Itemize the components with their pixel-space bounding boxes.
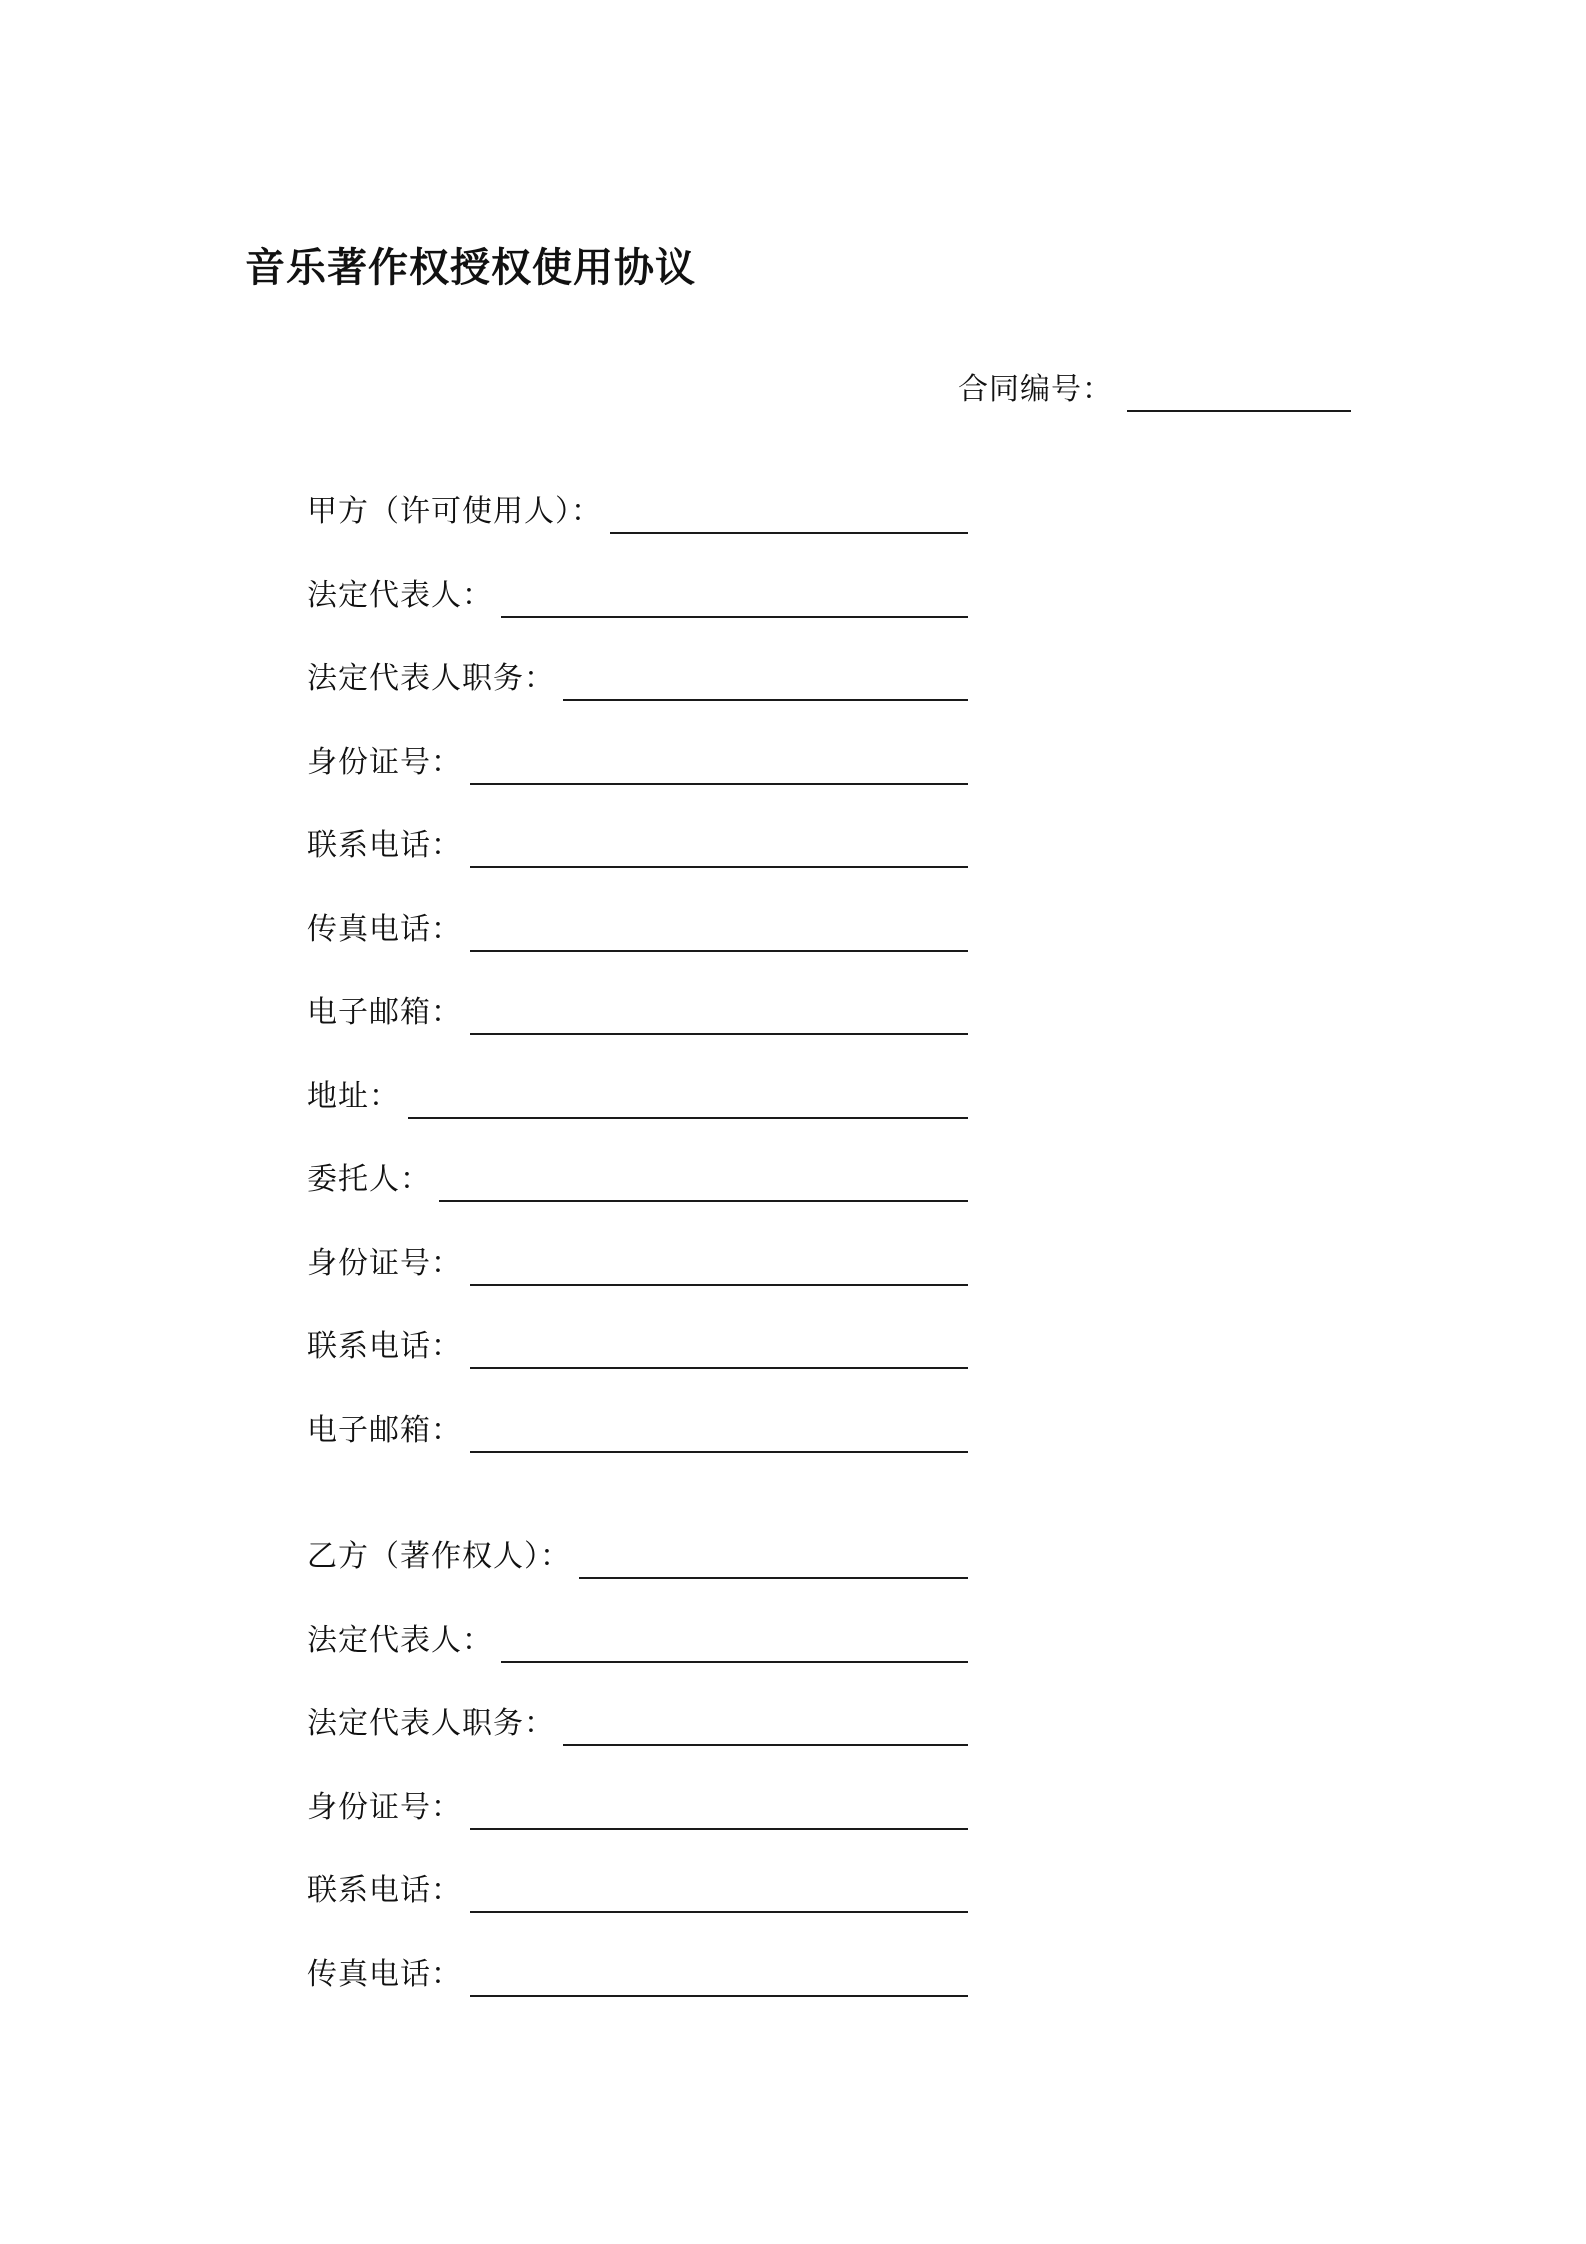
party-a-field-row — [307, 731, 968, 787]
party-a-field-row — [307, 1148, 968, 1204]
party-b-field-label: 法定代表人职务： — [307, 1706, 555, 1741]
party-a-field-label: 身份证号： — [307, 744, 462, 780]
party-a-field-blank[interactable] — [470, 1451, 968, 1453]
party-a-field-blank[interactable] — [470, 950, 968, 952]
party-b-field-label: 乙方（著作权人）： — [307, 1539, 571, 1574]
party-a-field-label: 地址： — [307, 1078, 400, 1114]
party-b-field-label: 身份证号： — [307, 1789, 462, 1825]
contract-number-label: 合同编号： — [958, 372, 1113, 407]
party-b-field-row — [307, 1609, 968, 1665]
party-a-field-label: 电子邮箱： — [307, 1412, 462, 1448]
party-a-field-row — [307, 480, 968, 536]
party-a-field-blank[interactable] — [470, 1367, 968, 1369]
party-a-field-row — [307, 898, 968, 954]
party-b-field-row — [307, 1692, 968, 1748]
party-a-field-row — [307, 647, 968, 703]
party-b-field-blank[interactable] — [579, 1577, 968, 1579]
party-a-field-blank[interactable] — [501, 616, 968, 618]
party-a-field-label: 联系电话： — [307, 1329, 462, 1364]
document-title: 音乐著作权授权使用协议 — [245, 245, 696, 291]
party-a-field-blank[interactable] — [563, 699, 968, 701]
party-a-field-label: 电子邮箱： — [307, 995, 462, 1030]
party-a-field-row — [307, 981, 968, 1037]
party-b-field-blank[interactable] — [501, 1661, 968, 1663]
party-a-field-row — [307, 1232, 968, 1288]
party-a-field-label: 联系电话： — [307, 828, 462, 863]
party-b-field-row — [307, 1943, 968, 1999]
party-a-field-blank[interactable] — [470, 1033, 968, 1035]
party-a-field-row — [307, 1315, 968, 1371]
party-a-field-blank[interactable] — [470, 1284, 968, 1286]
party-b-field-blank[interactable] — [563, 1744, 968, 1746]
party-b-field-label: 传真电话： — [307, 1956, 462, 1992]
party-b-field-label: 联系电话： — [307, 1873, 462, 1908]
party-a-field-blank[interactable] — [408, 1117, 968, 1119]
party-b-field-row — [307, 1525, 968, 1581]
party-a-field-row — [307, 1399, 968, 1455]
party-a-field-label: 法定代表人职务： — [307, 661, 555, 696]
party-a-field-blank[interactable] — [439, 1200, 968, 1202]
party-b-field-blank[interactable] — [470, 1995, 968, 1997]
party-a-field-blank[interactable] — [470, 866, 968, 868]
contract-number-blank[interactable] — [1127, 410, 1351, 412]
party-a-field-blank[interactable] — [610, 532, 968, 534]
party-b-field-blank[interactable] — [470, 1828, 968, 1830]
party-a-field-blank[interactable] — [470, 783, 968, 785]
party-a-field-row — [307, 564, 968, 620]
party-b-field-row — [307, 1776, 968, 1832]
party-b-field-label: 法定代表人： — [307, 1622, 493, 1658]
party-a-field-label: 身份证号： — [307, 1245, 462, 1281]
party-a-field-label: 传真电话： — [307, 911, 462, 947]
party-a-field-label: 委托人： — [307, 1162, 431, 1197]
contract-number-field — [958, 358, 1351, 414]
party-a-field-row — [307, 814, 968, 870]
party-a-field-row — [307, 1065, 968, 1121]
party-b-field-blank[interactable] — [470, 1911, 968, 1913]
party-a-field-label: 甲方（许可使用人）： — [307, 494, 602, 529]
party-a-field-label: 法定代表人： — [307, 577, 493, 613]
party-b-field-row — [307, 1859, 968, 1915]
